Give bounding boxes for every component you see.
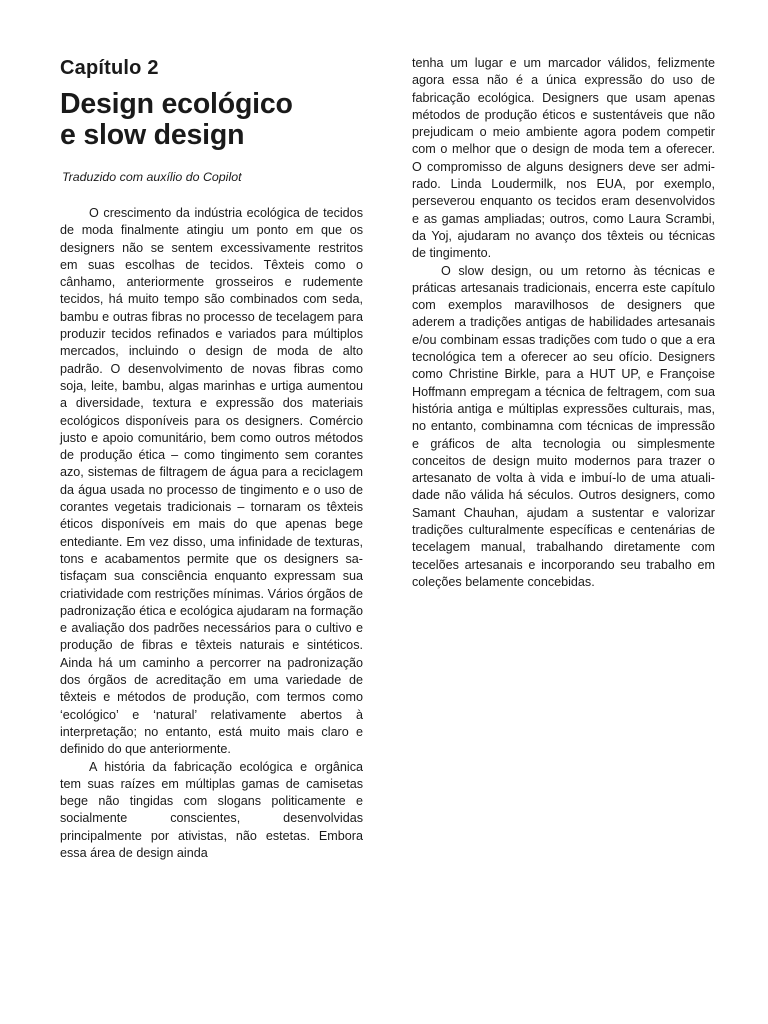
translation-note: Traduzido com auxílio do Copilot — [62, 170, 242, 184]
right-body-text — [412, 55, 715, 591]
chapter-title-line-2: e slow design — [60, 119, 245, 151]
left-body-text — [60, 205, 363, 862]
paragraph: tenha um lugar e um marcador válidos, felizmente agora essa não é a única expressão do uso de fabricação ecológica. Designers que usam apenas métodos de produção éticos e sustentáveis que não prejudicam o meio ambiente agora podem competir com o melhor que o design de moda tem a oferecer. O compromisso de alguns designers deve ser admirado. Linda Loudermilk, nos EUA, por exemplo, perseverou enquanto os tecidos eram desenvolvidos e as gamas ampliadas; outros, como Laura Scrambi, da Yoj, ajudaram no avanço dos têxteis ou técnicas de tingimento. — [412, 56, 715, 261]
paragraph: A história da fabricação ecológica e orgânica tem suas raízes em múltiplas gamas de camisetas bege não tingidas com slogans politicamente e socialmente conscientes, desenvolvidas principalmente por ativistas, não estetas. Embora essa área de design ainda — [60, 759, 363, 860]
chapter-title — [60, 89, 293, 151]
chapter-title-line-1: Design ecológico — [60, 88, 293, 120]
paragraph: O crescimento da indústria ecológica de tecidos de moda finalmente atingiu um ponto em que os designers não se sentem excessivamente restritos em suas escolhas de tecidos. Têxteis como o cânhamo, anteriormente grosseiros e rudemente tecidos, há muito tempo são combinados com seda, bambu e outras fibras no processo de tecelagem para produzir tecidos refinados e variados para múltiplos mercados, incluindo o design de moda de alto padrão. O desenvolvimento de novas fibras como soja, leite, bambu, algas marinhas e urtiga aumentou a diversidade, textura e expressão dos materiais ecológicos disponíveis para os designers. Comércio justo e apoio comunitário, bem como outros métodos de produção ética – como tingimento sem corantes azo, sistemas de filtragem de água para a reciclagem da água usada no processo de tingimento e o uso de corantes vegetais tradicionais – tornaram os têxteis éticos disponíveis em mais do que apenas bege entediante. Em vez disso, uma infinidade de texturas, tons e acabamentos permite que os designers satisfaçam sua consciência enquanto expressam sua criatividade com restrições mínimas. Vários órgãos de padronização ética e ecológica ajudaram na formação e avaliação dos padrões necessários para o cultivo e produção de fibras e têxteis naturais e sintéticos. Ainda há um caminho a percorrer na padronização dos órgãos de acreditação em uma variedade de têxteis e métodos de produção, com termos como ‘ecológico’ e ‘natural’ relativamente abertos à interpretação; no entanto, está muito mais claro e definido do que anteriormente. — [60, 206, 363, 757]
chapter-label: Capítulo 2 — [60, 57, 159, 79]
paragraph: O slow design, ou um retorno às técnicas e práticas artesanais tradicionais, encerra este capítulo com exemplos maravilhosos de designers que aderem a tradições antigas de habilidades artesanais e/ou combinam essas tradições com tudo o que a era tecnológica tem a oferecer ao seu ofício. Designers como Christine Birkle, para a HUT UP, e Françoise Hoffmann empregam a técnica de feltragem, com sua história antiga e múltiplas expressões culturais, mas, no entanto, combinamna com técnicas de impressão e gráficos de alta tecnologia ou simplesmente conceitos de design muito modernos para trazer o artesanato de volta à vida e imbuí-lo de uma atualidade não válida há séculos. Outros designers, como Samant Chauhan, ajudam a sustentar e valorizar tradições culturalmente específicas e centenárias de tecelagem manual, trabalhando diretamente com tecelões artesanais e incorporando seu trabalho em coleções belamente concebidas. — [412, 263, 715, 589]
